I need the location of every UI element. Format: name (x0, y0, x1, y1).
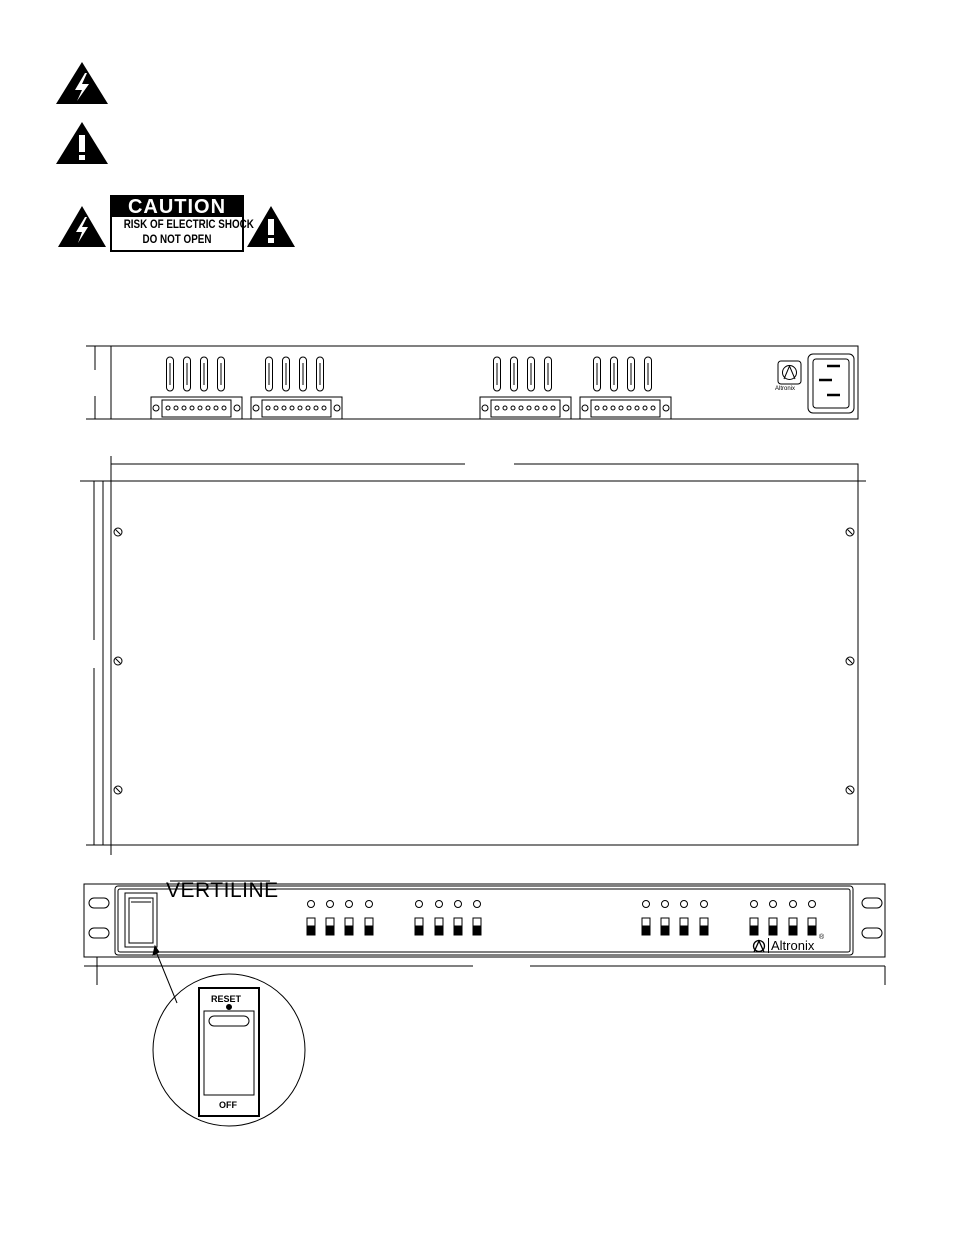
terminal-contact (174, 406, 178, 410)
terminal-screw (582, 405, 588, 411)
terminal-contact (282, 406, 286, 410)
terminal-contact (182, 406, 186, 410)
terminal-contact (306, 406, 310, 410)
terminal-screw (663, 405, 669, 411)
terminal-screw (253, 405, 259, 411)
registered-mark: ® (819, 934, 825, 941)
terminal-contact (495, 406, 499, 410)
caution-title: CAUTION (112, 197, 242, 217)
terminal-contact (627, 406, 631, 410)
terminal-screw (153, 405, 159, 411)
terminal-contact (503, 406, 507, 410)
front-altronix-logo-icon (751, 938, 767, 954)
terminal-contact (651, 406, 655, 410)
status-led (751, 901, 758, 908)
status-led (643, 901, 650, 908)
product-name-underline (166, 879, 276, 887)
status-led (366, 901, 373, 908)
status-led (416, 901, 423, 908)
terminal-contact (643, 406, 647, 410)
terminal-contact (206, 406, 210, 410)
terminal-contact (290, 406, 294, 410)
caution-line-2: DO NOT OPEN (142, 232, 212, 246)
status-led (455, 901, 462, 908)
status-led (770, 901, 777, 908)
terminal-contact (603, 406, 607, 410)
status-led (790, 901, 797, 908)
terminal-contact (611, 406, 615, 410)
breaker-off-label: OFF (219, 1100, 237, 1110)
terminal-contact (166, 406, 170, 410)
terminal-contact (322, 406, 326, 410)
terminal-screw (334, 405, 340, 411)
terminal-contact (314, 406, 318, 410)
status-led (662, 901, 669, 908)
terminal-contact (298, 406, 302, 410)
terminal-contact (511, 406, 515, 410)
breaker-reset-label: RESET (211, 994, 242, 1004)
status-led (308, 901, 315, 908)
status-led (474, 901, 481, 908)
terminal-contact (595, 406, 599, 410)
iec-power-inlet-icon (808, 354, 854, 413)
status-led (346, 901, 353, 908)
terminal-contact (543, 406, 547, 410)
terminal-contact (635, 406, 639, 410)
terminal-contact (222, 406, 226, 410)
terminal-contact (274, 406, 278, 410)
terminal-contact (190, 406, 194, 410)
terminal-contact (198, 406, 202, 410)
product-name: VERTILINE (166, 879, 279, 902)
caution-line-1: RISK OF ELECTRIC SHOCK (123, 217, 254, 231)
terminal-contact (619, 406, 623, 410)
front-brand-label: Altronix (768, 938, 814, 953)
terminal-contact (551, 406, 555, 410)
status-led (436, 901, 443, 908)
status-led (681, 901, 688, 908)
terminal-screw (234, 405, 240, 411)
terminal-contact (519, 406, 523, 410)
terminal-contact (535, 406, 539, 410)
terminal-contact (266, 406, 270, 410)
status-led (701, 901, 708, 908)
top-view-outline (111, 464, 858, 845)
main-breaker (125, 893, 157, 947)
terminal-screw (563, 405, 569, 411)
rear-brand-label: Altronix (775, 386, 796, 392)
status-led (809, 901, 816, 908)
terminal-screw (482, 405, 488, 411)
status-led (327, 901, 334, 908)
terminal-contact (527, 406, 531, 410)
altronix-logo-icon (778, 361, 801, 384)
terminal-contact (214, 406, 218, 410)
